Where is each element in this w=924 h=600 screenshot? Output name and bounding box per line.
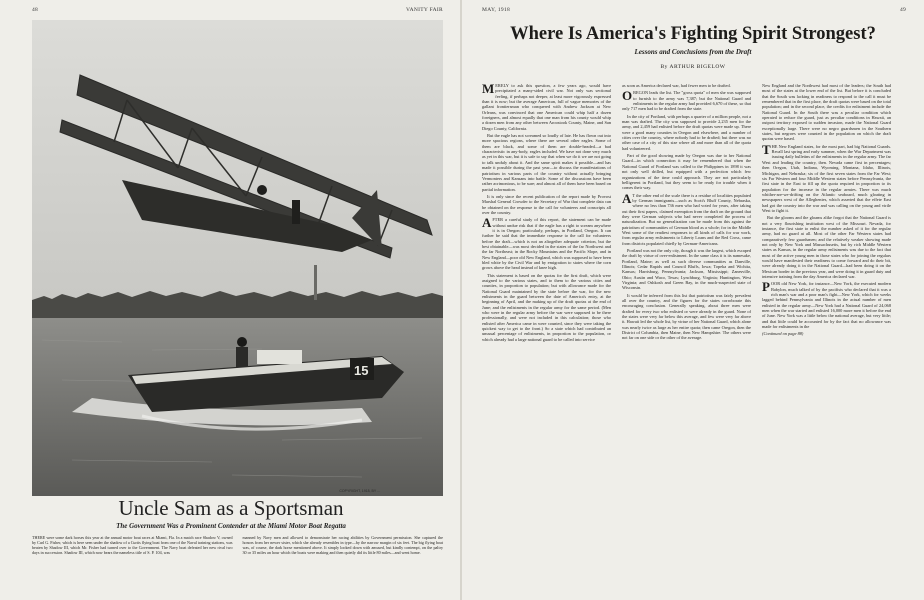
photo-credit: COPYRIGHT, 1918, BY ...	[339, 489, 380, 493]
paragraph: MERELY to ask this question, a few years ago, would have precipitated a many-sided civil war. Not only was sectional feeling, if perhaps not deeper, at least more vigorously expressed than it is now; but the average American, full of vague memories of the gallant frontiersman who conquered with Andrew Jackson at New Orleans, was convinced that one American could whip half a dozen foreigners, and almost equally that one man from his county would whip a dozen men from any other between Aroostook County, Maine, and San Diego County, California.	[482, 81, 611, 131]
paragraph: AFTER a careful study of this report, the statement can be made without undue risk that if the eagle has a right to scream anywhere it is in Oregon; particularly, perhaps, in Portland, Oregon. It can further be said that the immediate response to the call for volunteers before the draft—which is not an altogether adequate criterion, but the best obtainable—was most decided in the states of the far Northwest and the far Northeast; in the Rocky Mountains and the Pacific Slope, and in New England—poor old New England, which was supposed to have been bled white by the Civil War and by emigration to states where the corn grows above the head instead of knee high.	[482, 215, 611, 271]
caption-column: manned by Navy men and allowed to demonstrate her racing abilities by Government permission. She captured the honors from her newer sister, which she already resembles in type—by the narrow margin of six feet. The big flying boat was, of course, the dark horse mentioned above. It simply looked down with amused, but kindly contempt, on the paltry 30 or 35 miles an hour which the boats were making and then quietly did its little 80 miles—and went home.	[242, 535, 443, 556]
paragraph: It would be inferred from this list that patriotism was fairly prevalent all over the country, and the figures for the states corroborate this encouraging conclusion. Generally speaking, about three men were drafted for every two who enlisted or were already in the guard. None of the states were very far below this average, and few were very far above it. Hawaii led the whole list, by virtue of her National Guard, which alone was nearly twice as large as her entire quota; then came Oregon, then the District of Columbia, then Maine, then New Hampshire. The others were not far on one side or the other of the average.	[622, 292, 751, 341]
paragraph: But the eagle has not screamed so loudly of late. He has flown out into more spacious regions, where there are several other eagles. Some of them are black, and some of them are double-headed—a bad characteristic in any-body, eagles included. We have not done very much as yet in this war, but it is safe to say that when we do it we are not going to talk unduly about it. And the same spirit makes it possible—and has made it possible during the past year—to discuss the manifestations of patriotism in various parts of the country without actually bringing Vermonters and Kansans into battle. Some of the discussions have been rather acrimonious, to be sure; and almost all of them have been based on partial information.	[482, 133, 611, 192]
paragraph: Portland was not the only city, though it was the largest, which escaped the draft by virtue of over-enlistment. In the same class it is its namesake, Portland, Maine; as well as such diverse communities as Danville, Illinois; Cedar Rapids and Council Bluffs, Iowa; Topeka and Wichita, Kansas; Harrisburg, Pennsylvania; Jackson, Mississippi; Zanesville, Ohio; Austin and Waco, Texas; Lynchburg, Virginia; Huntington, West Virginia; and Oshkosh and Green Bay, in the much-suspected state of Wisconsin.	[622, 247, 751, 291]
regatta-photo	[32, 20, 443, 496]
left-folio: 48	[32, 7, 39, 13]
paragraph: Part of the good showing made by Oregon was due to her National Guard—in which connection it may be remembered that when the National Guard of Portland was called to the Philippines in 1898 it was not only well drilled, but equipped with a perfection which few organizations of the time could approach. They are not particularly belligerent in Portland, but they seem to be ready for trouble when it comes their way.	[622, 153, 751, 191]
article-title: Where Is America's Fighting Spirit Strongest?	[510, 24, 876, 44]
paragraph: THE New England states, for the most part, had big National Guards. Recall last spring and early summer, when the War Department was issuing daily bulletins of the enlistments in the regular army. The far West and leading the country, then. Nevada came first in percentages; then Oregon, Utah, Indiana, Wyoming, Montana, Idaho, Illinois, Michigan, and Nebraska; six of the first seven states from the Far West; six Far Western and four Middle Western states before Pennsylvania, the first state in the East to fill up the quota required in proportion to its population for the increase in the regular armies. There was much whither-are-we-drifting on the Atlantic seaboard, much gloating in newspapers west of the Alleghenies, which asserted that the effete East had got the country into the war and was calling on the young and virile West to fight it.	[762, 141, 891, 213]
article-subtitle: Lessons and Conclusions from the Draft	[634, 48, 752, 56]
paragraph: as soon as America declared war, had fewer men to be drafted.	[622, 83, 731, 88]
article-column-3	[762, 83, 891, 339]
article-byline: By ARTHUR BIGELOW	[660, 64, 726, 70]
running-head: VANITY FAIR	[406, 7, 443, 13]
caption-column: THERE were some dark horses this year at the annual motor boat races at Miami, Fla. In a match race Shadow V, owned by Carl G. Fisher, which is here seen under the shadow of a Curtis flying boat from one of the Naval training stations, was beaten by Shadow III, which Mr. Fisher had turned over to the Government. The Navy boat defeated her new rival two days in succession. Shadow III, which now bears the nameless title of S. P. 104, was	[32, 535, 233, 556]
paragraph: It is only since the recent publication of the report made by Provost Marshal General Crowder to the Secretary of War that complete data can be obtained on the response to the call for volunteers and conscripts all over the country.	[482, 193, 611, 215]
paragraph: But the glooms and the gloams alike forgot that the National Guard is not a very flourishing institution west of the Missouri. Nevada, for instance, the first state to enlist the number asked of it for the regular army, had no guard at all. Most of the other Far Western states had comparatively few guardsmen; and the relatively weaker showing made not only by New York and Massachusetts, but by rich Middle Western states as Kansas, in the regular army enlistments was due to the fact that most of the active young men in those states who for joining the regulars would have manifested their readiness to come forward and do their bit, were already doing it in the National Guard—had been doing it on the Mexican border in the previous year, and were doing it in guard duty and intensive training from the day America declared war.	[762, 215, 891, 280]
paragraph: New England and the Northwest had most of the leaders; the South had most of the states at the lower end of the list. But before it is concluded that the South was lacking in readiness to respond to the call it must be remembered that in the first place, the draft quotas were based on the total population; and in the second place, the credits for enlistment include the National Guard. In the South there was a peculiar condition which operated to reduce the guard, just as peculiar conditions in Hawaii, an outpost territory exposed to sudden invasion, made the National Guard exceptionally large. There were no negro guardsmen in the Southern states, but negroes were counted in the population on which the draft quotas were based.	[762, 83, 891, 142]
boat-number: 15	[354, 363, 369, 378]
regatta-photo-illustration	[32, 20, 443, 496]
continued-notice: (Continued on page 88)	[762, 331, 804, 337]
right-folio: 49	[900, 7, 907, 13]
photo-subtitle: The Government Was a Prominent Contender at the Miami Motor Boat Regatta	[116, 522, 346, 530]
paragraph: This statement is based on the quotas for the first draft, which were assigned to the various states, and to them to the various cities and counties, in proportion to population; but with allowance made for the National Guard maintained by the state before the war, for the new enlistments in the guard between the date of America's entry, at the beginning of April, and the making up of the draft quotas at the end of June; and the enlistments in the regular army for the same period. (Men who were in the regular army before the war were supposed to be there professionally, and were not included in this calculation; those who enlisted after America came in were counted, since they were taking the quickest way to get to the front.) So a state which had contributed an unusual percentage of enlistments, in proportion to the population, or which already had a large national guard to be called into service	[482, 272, 611, 342]
photo-title: Uncle Sam as a Sportsman	[118, 496, 344, 520]
paragraph: AT the other end of the scale there is a residue of localities populated by German immigrants—such as Scott's Bluff County, Nebraska, where no less than 736 men who had voted for years, after taking out their first papers, claimed exemption from the draft on the ground that they were German subjects who had never completed the process of naturalization. But no generalization can be made from this against the patriotism of communities of German blood as a whole; for in the Middle West some of the readiest responses to all kinds of calls for war work, from regular army enlistments to Liberty Loans and the Red Cross, came from districts populated chiefly by German-Americans.	[622, 190, 751, 246]
paragraph: OREGON leads the list. The "gross quota" of men she was supposed to furnish to the army was 7,387; but the National Guard and enlistments in the regular army had provided 6,670 of these, so that only 717 men had to be drafted from the state.	[622, 88, 751, 112]
right-folio-date: MAY, 1918	[482, 7, 511, 13]
paragraph: POOR old New York, for instance—New York, the executed modern Babylon, much talked of by the pacifists who declared that it was a rich man's war and a poor man's fight—New York, which for weeks lagged behind Pennsylvania and Illinois in the actual number of men enlisted in the regular army—New York had a National Guard of 24,068 men when the war started and enlisted 16,000 more men it before the end of June. New York was a little below the national average, but very little; and that little could be accounted for by the fact that no allowance was made for enlistments in the	[762, 279, 891, 330]
article-column-2	[622, 83, 751, 343]
article-column-1	[482, 83, 611, 344]
photo-caption	[32, 535, 443, 555]
paragraph: In the city of Portland, with perhaps a quarter of a million people, not a man was drafted. The city was supposed to provide 2,235 men for the army, and 2,459 had enlisted before the draft quotas were made up. There were a good many counties in Oregon and elsewhere, and a number of cities over the country, where nobody had to be drafted; but there was no other case of a city of this size where all and more than all of the quota had volunteered.	[622, 113, 751, 151]
